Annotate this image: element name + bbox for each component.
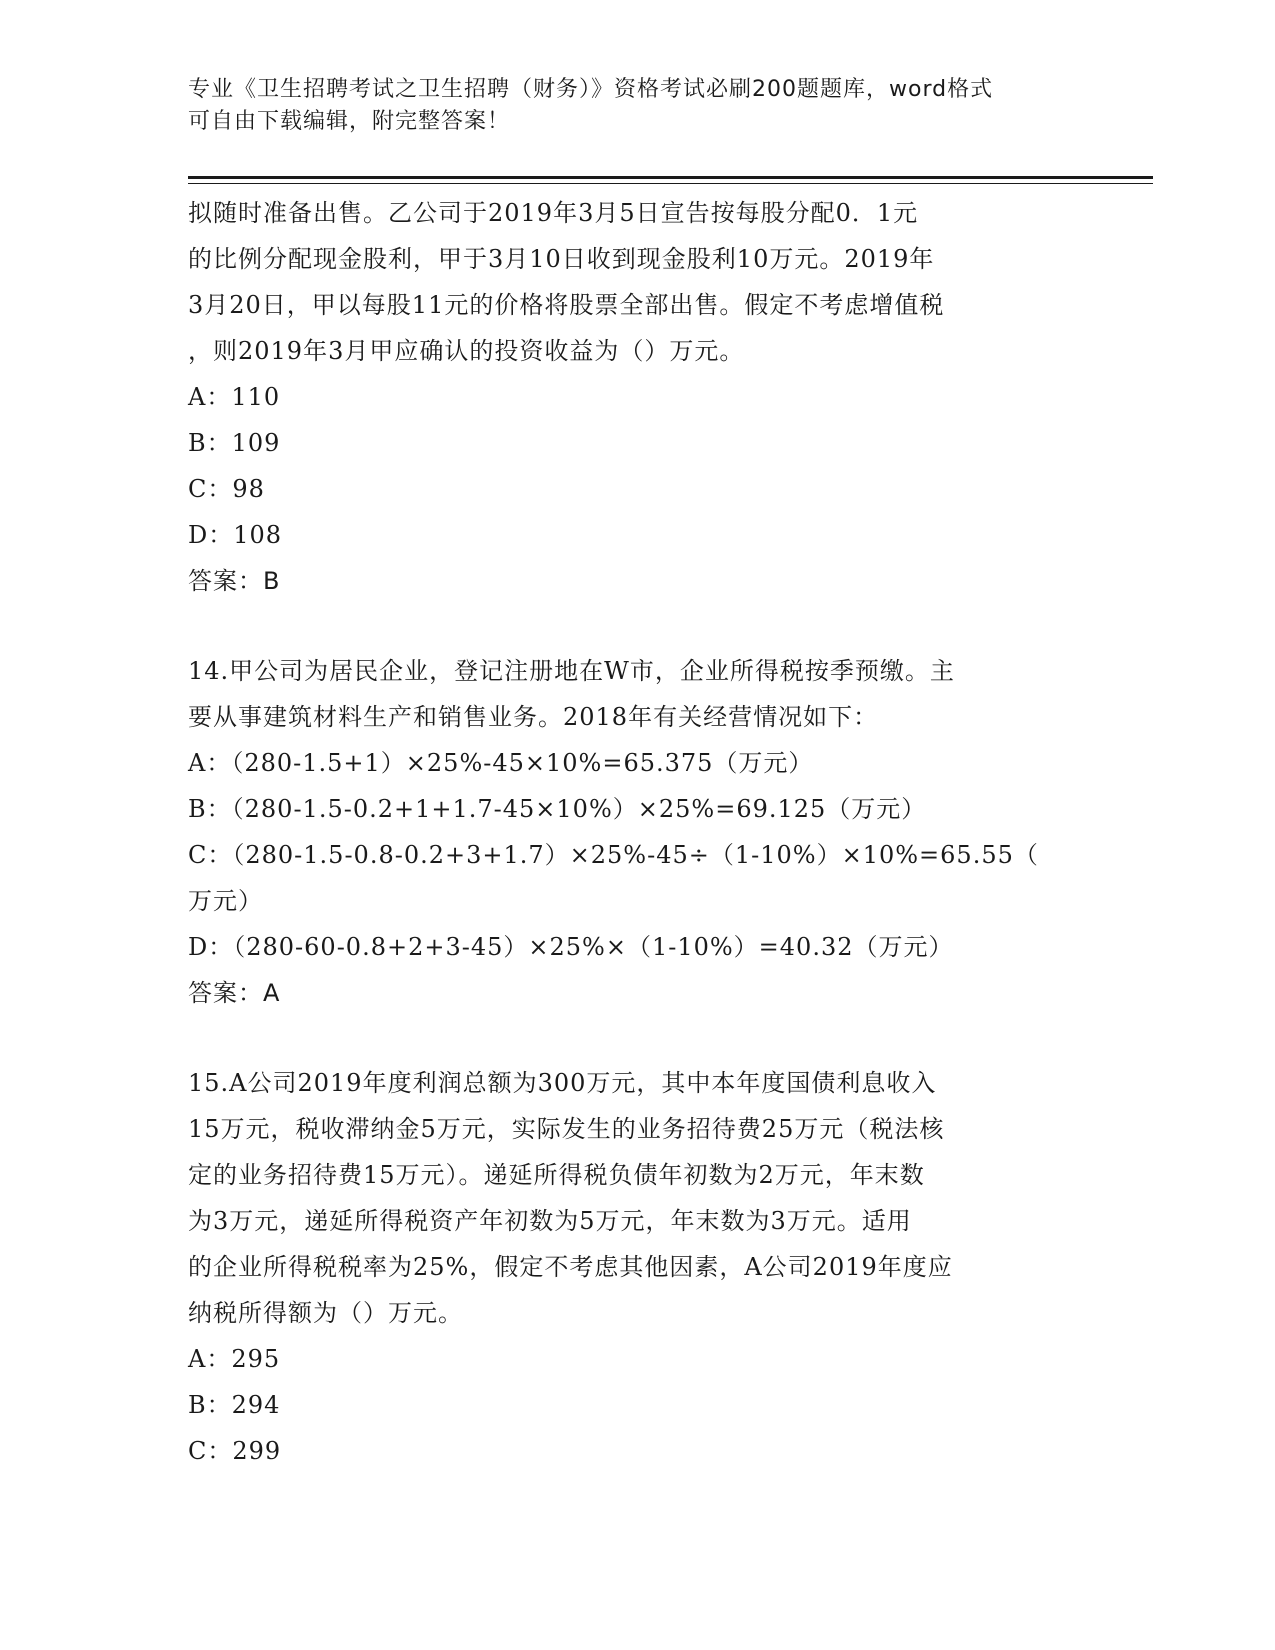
question-stem-line: 纳税所得额为（）万元。 [188,1299,463,1327]
option-b: B：294 [188,1391,281,1419]
question-14 [188,648,1088,1016]
header-divider-thick [188,176,1153,179]
option-c-continued: 万元） [188,887,263,915]
question-stem-line: 的比例分配现金股利，甲于3月10日收到现金股利10万元。2019年 [188,245,935,273]
question-stem-line: 的企业所得税税率为25%，假定不考虑其他因素，A公司2019年度应 [188,1253,953,1281]
question-stem-line: 14.甲公司为居民企业，登记注册地在W市，企业所得税按季预缴。主 [188,657,955,685]
option-c: C：299 [188,1437,282,1465]
question-stem-line: ，则2019年3月甲应确认的投资收益为（）万元。 [188,337,745,365]
question-13 [188,190,1088,604]
option-a: A：（280-1.5+1）×25%-45×10%=65.375（万元） [188,749,814,777]
question-stem-line: 3月20日，甲以每股11元的价格将股票全部出售。假定不考虑增值税 [188,291,945,319]
option-b: B：109 [188,429,281,457]
option-c: C：（280-1.5-0.8-0.2+3+1.7）×25%-45÷（1-10%）×10%=65.55（ [188,841,1039,869]
question-stem-line: 15万元，税收滞纳金5万元，实际发生的业务招待费25万元（税法核 [188,1115,945,1143]
header-divider-thin [188,183,1153,184]
option-d: D：108 [188,521,283,549]
answer: 答案：B [188,567,281,595]
option-a: A：110 [188,383,281,411]
option-a: A：295 [188,1345,281,1373]
header-line-1: 专业《卫生招聘考试之卫生招聘（财务）》资格考试必刷200题题库，word格式 [188,77,994,102]
question-15 [188,1060,1088,1474]
document-header [188,74,1088,138]
question-stem-line: 定的业务招待费15万元）。递延所得税负债年初数为2万元，年末数 [188,1161,925,1189]
question-stem-line: 为3万元，递延所得税资产年初数为5万元，年末数为3万元。适用 [188,1207,912,1235]
answer: 答案：A [188,979,281,1007]
document-body [188,190,1088,1474]
question-stem-line: 要从事建筑材料生产和销售业务。2018年有关经营情况如下： [188,703,879,731]
question-stem-line: 拟随时准备出售。乙公司于2019年3月5日宣告按每股分配0．1元 [188,199,919,227]
header-line-2: 可自由下载编辑，附完整答案！ [188,109,511,134]
option-d: D：（280-60-0.8+2+3-45）×25%×（1-10%）=40.32（万元） [188,933,954,961]
question-stem-line: 15.A公司2019年度利润总额为300万元，其中本年度国债利息收入 [188,1069,937,1097]
option-c: C：98 [188,475,265,503]
option-b: B：（280-1.5-0.2+1+1.7-45×10%）×25%=69.125（万元） [188,795,927,823]
